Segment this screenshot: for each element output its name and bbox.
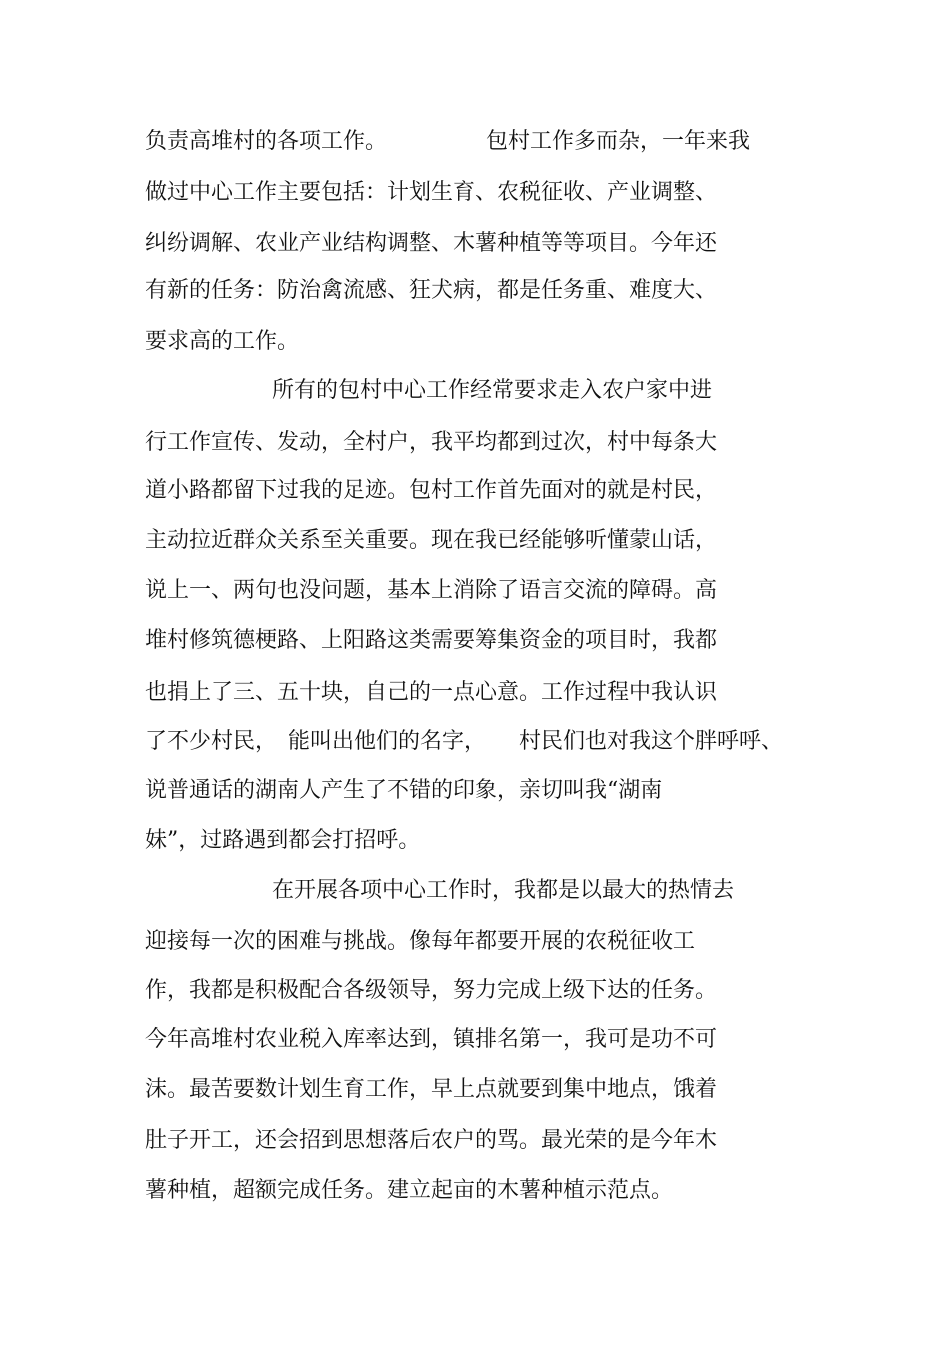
text-line: 沫。最苦要数计划生育工作，早上点就要到集中地点，饿着 <box>145 1077 718 1102</box>
text-line: 也捐上了三、五十块，自己的一点心意。工作过程中我认识 <box>145 680 718 705</box>
text-line: 要求高的工作。 <box>145 329 300 354</box>
text-line: 有新的任务：防治禽流感、狂犬病，都是任务重、难度大、 <box>145 278 718 303</box>
text-line: 肚子开工，还会招到思想落后农户的骂。最光荣的是今年木 <box>145 1128 718 1153</box>
text-line: 堆村修筑德梗路、上阳路这类需要筹集资金的项目时，我都 <box>145 628 718 653</box>
text-line: 主动拉近群众关系至关重要。现在我已经能够听懂蒙山话， <box>145 528 718 553</box>
text-line: 今年高堆村农业税入库率达到，镇排名第一，我可是功不可 <box>145 1027 718 1052</box>
text-line: 做过中心工作主要包括：计划生育、农税征收、产业调整、 <box>145 180 718 205</box>
paragraph-start-line: 所有的包村中心工作经常要求走入农户家中进 <box>272 378 713 403</box>
text-line: 作，我都是积极配合各级领导，努力完成上级下达的任务。 <box>145 978 718 1003</box>
text-line: 行工作宣传、发动，全村户，我平均都到过次，村中每条大 <box>145 430 718 455</box>
text-line: 迎接每一次的困难与挑战。像每年都要开展的农税征收工 <box>145 929 696 954</box>
paragraph-start-line: 在开展各项中心工作时，我都是以最大的热情去 <box>272 878 735 903</box>
text-line: 了不少村民， 能叫出他们的名字， 村民们也对我这个胖呼呼、 <box>145 729 784 754</box>
text-line: 说上一、两句也没问题，基本上消除了语言交流的障碍。高 <box>145 578 718 603</box>
text-line: 纠纷调解、农业产业结构调整、木薯种植等等项目。今年还 <box>145 231 718 256</box>
text-line: 道小路都留下过我的足迹。包村工作首先面对的就是村民， <box>145 478 718 503</box>
text-line: 说普通话的湖南人产生了不错的印象，亲切叫我“湖南 <box>145 778 663 803</box>
text-line: 薯种植，超额完成任务。建立起亩的木薯种植示范点。 <box>145 1178 674 1203</box>
text-line: 负责高堆村的各项工作。 包村工作多而杂，一年来我 <box>145 129 751 154</box>
text-line: 妹”，过路遇到都会打招呼。 <box>145 828 421 853</box>
